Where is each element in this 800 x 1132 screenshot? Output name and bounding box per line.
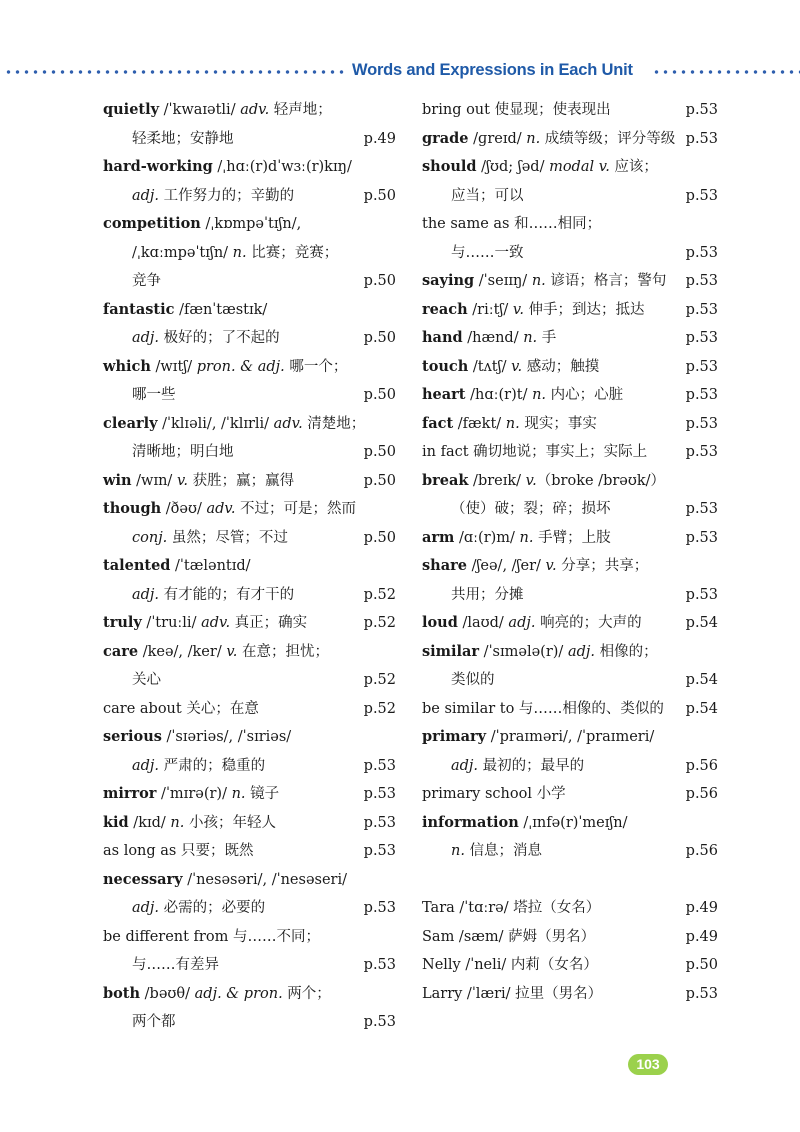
- vocab-entry-line: [103, 467, 396, 496]
- part-of-speech: adj.: [132, 586, 160, 603]
- entry-continuation-line: [103, 951, 396, 980]
- page-ref: p.53: [685, 301, 718, 318]
- part-of-speech: adj.: [132, 187, 160, 204]
- page-ref: p.54: [685, 700, 718, 717]
- page-ref: p.53: [363, 843, 396, 859]
- part-of-speech: adv.: [240, 102, 270, 118]
- entry-text: /ˈsɪəriəs/, /ˈsɪriəs/: [161, 729, 292, 745]
- page-ref: p.49: [685, 928, 718, 945]
- entry-text: /wɪtʃ/: [150, 358, 197, 375]
- entry-text: /riːtʃ/: [467, 301, 513, 318]
- entry-text: Larry /ˈlæri/ 拉里（男名）: [422, 985, 603, 1002]
- vocab-entry-line: [422, 609, 718, 638]
- page-ref: p.53: [363, 786, 396, 802]
- entry-continuation-line: [422, 752, 718, 781]
- page-ref: p.53: [685, 358, 718, 375]
- meaning: 应该；: [609, 159, 658, 175]
- vocab-entry-line: [103, 980, 396, 1009]
- vocab-entry-line: [422, 125, 718, 154]
- entry-continuation-line: [103, 381, 396, 410]
- vocab-entry-line: [103, 609, 396, 638]
- entry-text: be different from 与……不同；: [103, 928, 320, 945]
- entry-continuation-line: [422, 837, 718, 866]
- headword: reach: [422, 300, 468, 318]
- part-of-speech: adj.: [132, 757, 160, 774]
- entry-continuation-line: [103, 524, 396, 553]
- entry-text: /ˈnesəsəri/, /ˈnesəseri/: [182, 871, 348, 888]
- meaning: （使）破；裂；碎；损坏: [451, 501, 611, 517]
- entry-continuation-line: [422, 495, 718, 524]
- page-ref: p.53: [685, 586, 718, 603]
- entry-continuation-line: [103, 752, 396, 781]
- page-ref: p.53: [685, 444, 718, 460]
- vocab-entry-line: [422, 552, 718, 581]
- page-ref: p.53: [685, 330, 718, 346]
- vocab-entry-line: [422, 923, 718, 952]
- vocab-entry-line: [422, 353, 718, 382]
- entry-text: bring out 使显现；使表现出: [422, 102, 611, 118]
- headword: mirror: [103, 785, 157, 802]
- entry-text: /tʌtʃ/: [468, 358, 512, 375]
- entry-continuation-line: [422, 581, 718, 610]
- page-ref: p.56: [685, 786, 718, 802]
- vocab-entry-line: [103, 495, 396, 524]
- vocab-entry-line: [422, 809, 718, 838]
- meaning: 与……一致: [451, 244, 524, 261]
- entry-continuation-line: [103, 324, 396, 353]
- page-ref: p.53: [685, 985, 718, 1002]
- headword: arm: [422, 528, 455, 546]
- part-of-speech: adv.: [201, 615, 231, 631]
- vocab-entry-line: [103, 296, 396, 325]
- part-of-speech: adj.: [132, 900, 160, 916]
- headword: share: [422, 557, 467, 574]
- part-of-speech: v.: [512, 301, 524, 318]
- page-ref: p.52: [363, 586, 396, 603]
- headword: which: [103, 357, 151, 375]
- page-ref: p.50: [363, 330, 396, 346]
- entry-text: /ˈkwaɪətli/: [159, 102, 241, 118]
- entry-text: the same as 和……相同；: [422, 216, 602, 232]
- page-ref: p.56: [685, 757, 718, 774]
- meaning: 极好的；了不起的: [159, 330, 280, 346]
- headword: primary: [422, 728, 487, 745]
- meaning: 轻柔地；安静地: [132, 130, 234, 147]
- headword: though: [103, 500, 162, 517]
- page-header: [0, 58, 800, 86]
- vocab-entry-line: [422, 723, 718, 752]
- vocab-entry-line: [422, 467, 718, 496]
- headword: quietly: [103, 101, 160, 118]
- entry-text: /ˈmɪrə(r)/: [156, 786, 232, 802]
- meaning: 轻声地；: [269, 102, 332, 118]
- vocab-entry-line: [422, 524, 718, 553]
- vocab-entry-line: [422, 951, 718, 980]
- vocab-entry-line: [103, 780, 396, 809]
- entry-text: care about 关心；在意: [103, 700, 259, 717]
- page-ref: p.50: [363, 187, 396, 204]
- page-ref: p.53: [363, 957, 396, 973]
- entry-text: be similar to 与……相像的、类似的: [422, 700, 664, 717]
- right-column: [422, 96, 718, 1008]
- vocab-entry-line: [103, 638, 396, 667]
- part-of-speech: v.: [226, 643, 238, 660]
- headword: hard-working: [103, 158, 213, 175]
- page-ref: p.53: [685, 273, 718, 289]
- meaning: 响亮的；大声的: [535, 615, 642, 631]
- meaning: 两个；: [282, 985, 331, 1002]
- vocab-entry-line: [422, 210, 718, 239]
- meaning: 相像的；: [594, 643, 658, 660]
- vocab-entry-line: [422, 267, 718, 296]
- vocab-entry-line: [103, 210, 396, 239]
- part-of-speech: modal v.: [549, 159, 610, 175]
- entry-text: /fækt/: [453, 415, 506, 432]
- entry-text: /ˈseɪɪŋ/: [474, 273, 532, 289]
- vocab-entry-line: [103, 695, 396, 724]
- part-of-speech: v.: [545, 558, 557, 574]
- meaning: 哪一些: [132, 387, 176, 403]
- headword: competition: [103, 215, 201, 232]
- meaning: 现实；事实: [519, 415, 597, 432]
- entry-text: /ɡreɪd/: [468, 130, 527, 147]
- entry-text: /ðəʊ/: [161, 501, 207, 517]
- part-of-speech: adj. & pron.: [194, 985, 283, 1002]
- page-ref: p.53: [363, 900, 396, 916]
- entry-continuation-line: [103, 581, 396, 610]
- headword: clearly: [103, 414, 158, 432]
- entry-text: /keə/, /ker/: [138, 643, 227, 660]
- vocab-entry-line: [422, 980, 718, 1009]
- meaning: 工作努力的；辛勤的: [159, 187, 295, 204]
- page-ref: p.53: [685, 529, 718, 546]
- meaning: 信息；消息: [464, 843, 543, 859]
- page-ref: p.53: [685, 501, 718, 517]
- meaning: 与……有差异: [132, 957, 219, 973]
- meaning: （broke /brəʊk/）: [536, 472, 666, 489]
- headword: truly: [103, 614, 142, 631]
- meaning: 感动；触摸: [522, 358, 600, 375]
- part-of-speech: n.: [231, 786, 246, 802]
- vocab-entry-line: [422, 324, 718, 353]
- page-ref: p.53: [685, 244, 718, 261]
- part-of-speech: v.: [525, 472, 537, 489]
- meaning: 在意；担忧；: [237, 643, 330, 660]
- entry-text: /ˌkɑːmpəˈtɪʃn/: [132, 244, 233, 261]
- headword: heart: [422, 386, 466, 403]
- headword: saying: [422, 272, 475, 289]
- part-of-speech: n.: [532, 387, 547, 403]
- meaning: 不过；可是；然而: [235, 501, 357, 517]
- headword: both: [103, 984, 141, 1002]
- vocab-entry-line: [422, 780, 718, 809]
- headword: fact: [422, 414, 454, 432]
- entry-continuation-line: [103, 125, 396, 154]
- vocab-entry-line: [422, 438, 718, 467]
- part-of-speech: adj.: [567, 643, 595, 660]
- vocab-entry-line: [422, 894, 718, 923]
- meaning: 必需的；必要的: [159, 900, 266, 916]
- entry-continuation-line: [103, 1008, 396, 1037]
- part-of-speech: n.: [523, 330, 538, 346]
- meaning: 类似的: [451, 672, 495, 688]
- page-ref: p.53: [685, 130, 718, 147]
- entry-text: /ˈklɪəli/, /ˈklɪrli/: [157, 415, 274, 432]
- meaning: 谚语；格言；警句: [545, 273, 667, 289]
- page-ref: p.53: [685, 187, 718, 204]
- meaning: 应当；可以: [451, 187, 524, 204]
- entry-continuation-line: [422, 666, 718, 695]
- page-number-badge: 103: [628, 1054, 668, 1075]
- entry-text: as long as 只要；既然: [103, 843, 254, 859]
- page-ref: p.53: [363, 1014, 396, 1030]
- part-of-speech: v.: [176, 472, 189, 489]
- entry-text: /ˌkɒmpəˈtɪʃn/,: [200, 216, 302, 232]
- meaning: 真正；确实: [230, 615, 308, 631]
- vocab-entry-line: [422, 381, 718, 410]
- entry-text: /bəʊθ/: [140, 985, 195, 1002]
- part-of-speech: conj.: [132, 529, 168, 546]
- entry-text: /fænˈtæstɪk/: [174, 301, 268, 318]
- meaning: 清楚地；: [302, 415, 366, 432]
- part-of-speech: adv.: [273, 415, 303, 432]
- meaning: 两个都: [132, 1014, 176, 1030]
- meaning: 共用；分摊: [451, 586, 524, 603]
- meaning: 最初的；最早的: [478, 757, 585, 774]
- meaning: 手: [537, 330, 557, 346]
- headword: win: [103, 471, 132, 489]
- entry-text: Nelly /ˈneli/ 内莉（女名）: [422, 957, 598, 973]
- vocab-entry-line: [103, 837, 396, 866]
- meaning: 竞争: [132, 273, 161, 289]
- page-ref: p.50: [363, 529, 396, 546]
- headword: kid: [103, 813, 129, 831]
- part-of-speech: n.: [170, 814, 185, 831]
- entry-continuation-line: [422, 239, 718, 268]
- part-of-speech: n.: [519, 529, 534, 546]
- meaning: 严肃的；稳重的: [159, 757, 266, 774]
- part-of-speech: adj.: [451, 757, 479, 774]
- entry-text: /hɑː(r)t/: [465, 387, 533, 403]
- vocab-entry-line: [422, 296, 718, 325]
- page-ref: p.53: [685, 387, 718, 403]
- entry-text: Tara /ˈtɑːrə/ 塔拉（女名）: [422, 900, 601, 916]
- headword: similar: [422, 642, 480, 660]
- meaning: 获胜；赢；赢得: [188, 472, 295, 489]
- dotted-rule-right: [652, 70, 800, 74]
- page-ref: p.54: [685, 615, 718, 631]
- meaning: 手臂；上肢: [533, 529, 611, 546]
- header-title: Words and Expressions in Each Unit: [352, 61, 633, 79]
- entry-text: /breɪk/: [468, 472, 526, 489]
- entry-text: primary school 小学: [422, 786, 566, 802]
- entry-text: /wɪn/: [131, 472, 177, 489]
- headword: fantastic: [103, 300, 175, 318]
- entry-text: /kɪd/: [128, 814, 171, 831]
- page-ref: p.50: [685, 957, 718, 973]
- entry-continuation-line: [103, 666, 396, 695]
- page-ref: p.53: [363, 757, 396, 774]
- entry-continuation-line: [103, 894, 396, 923]
- page-ref: p.49: [363, 130, 396, 147]
- meaning: 清晰地；明白地: [132, 444, 234, 460]
- entry-text: /ʃʊd; ʃəd/: [476, 159, 550, 175]
- dotted-rule-left: [4, 70, 348, 74]
- page-ref: p.50: [363, 273, 396, 289]
- entry-continuation-line: [103, 438, 396, 467]
- page-ref: p.50: [363, 444, 396, 460]
- entry-text: /ˈtruːli/: [141, 615, 202, 631]
- vocab-entry-line: [103, 866, 396, 895]
- meaning: 小孩；年轻人: [184, 814, 276, 831]
- vocab-entry-line: [103, 809, 396, 838]
- entry-continuation-line: [103, 239, 396, 268]
- part-of-speech: n.: [232, 244, 247, 261]
- part-of-speech: pron. & adj.: [196, 358, 285, 375]
- headword: serious: [103, 728, 162, 745]
- entry-text: in fact 确切地说；事实上；实际上: [422, 444, 648, 460]
- meaning: 关心: [132, 672, 161, 688]
- headword: talented: [103, 557, 171, 574]
- headword: grade: [422, 129, 469, 147]
- vocab-entry-line: [422, 695, 718, 724]
- headword: touch: [422, 357, 469, 375]
- headword: break: [422, 471, 469, 489]
- page-ref: p.50: [363, 387, 396, 403]
- part-of-speech: n.: [505, 415, 520, 432]
- meaning: 内心；心脏: [546, 387, 624, 403]
- part-of-speech: v.: [511, 358, 523, 375]
- vocab-entry-line: [103, 353, 396, 382]
- page-ref: p.49: [685, 900, 718, 916]
- entry-continuation-line: [103, 182, 396, 211]
- entry-continuation-line: [103, 267, 396, 296]
- section-gap: [422, 866, 718, 895]
- page-ref: p.52: [363, 700, 396, 717]
- headword: necessary: [103, 870, 183, 888]
- entry-text: Sam /sæm/ 萨姆（男名）: [422, 928, 596, 945]
- vocab-entry-line: [103, 96, 396, 125]
- headword: loud: [422, 614, 458, 631]
- vocab-entry-line: [103, 153, 396, 182]
- vocab-entry-line: [103, 723, 396, 752]
- meaning: 分享；共享；: [556, 558, 649, 574]
- meaning: 伸手；到达；抵达: [523, 301, 645, 318]
- entry-text: /ʃeə/, /ʃer/: [466, 558, 546, 574]
- entry-text: /ˈtæləntɪd/: [170, 558, 251, 574]
- entry-text: /ˈsɪmələ(r)/: [479, 643, 568, 660]
- entry-text: /ˈpraɪməri/, /ˈpraɪmeri/: [486, 729, 655, 745]
- entry-continuation-line: [422, 182, 718, 211]
- meaning: 比赛；竞赛；: [246, 244, 339, 261]
- vocab-entry-line: [103, 923, 396, 952]
- meaning: 有才能的；有才干的: [159, 586, 295, 603]
- vocab-entry-line: [422, 410, 718, 439]
- page-ref: p.54: [685, 672, 718, 688]
- page-ref: p.53: [363, 814, 396, 831]
- headword: information: [422, 813, 519, 831]
- vocab-entry-line: [422, 96, 718, 125]
- part-of-speech: n.: [531, 273, 546, 289]
- part-of-speech: n.: [526, 130, 541, 147]
- page-ref: p.52: [363, 672, 396, 688]
- vocab-entry-line: [103, 410, 396, 439]
- entry-text: /laʊd/: [457, 615, 509, 631]
- headword: care: [103, 642, 139, 660]
- vocab-entry-line: [422, 153, 718, 182]
- entry-text: /ˌɪnfə(r)ˈmeɪʃn/: [518, 814, 628, 831]
- entry-text: /ˌhɑː(r)dˈwɜː(r)kɪŋ/: [212, 159, 352, 175]
- left-column: [103, 96, 396, 1037]
- meaning: 虽然；尽管；不过: [167, 529, 288, 546]
- vocab-entry-line: [422, 638, 718, 667]
- page-ref: p.53: [685, 415, 718, 432]
- part-of-speech: adj.: [508, 615, 536, 631]
- entry-text: /ɑː(r)m/: [454, 529, 520, 546]
- page-ref: p.50: [363, 472, 396, 489]
- vocab-entry-line: [103, 552, 396, 581]
- page-ref: p.53: [685, 102, 718, 118]
- headword: hand: [422, 329, 463, 346]
- headword: should: [422, 158, 477, 175]
- meaning: 镜子: [245, 786, 280, 802]
- meaning: 哪一个；: [284, 358, 348, 375]
- meaning: 成绩等级；评分等级: [540, 130, 676, 147]
- part-of-speech: n.: [451, 843, 465, 859]
- entry-text: /hænd/: [462, 330, 524, 346]
- part-of-speech: adj.: [132, 330, 160, 346]
- page-ref: p.56: [685, 843, 718, 859]
- page-ref: p.52: [363, 615, 396, 631]
- part-of-speech: adv.: [206, 501, 236, 517]
